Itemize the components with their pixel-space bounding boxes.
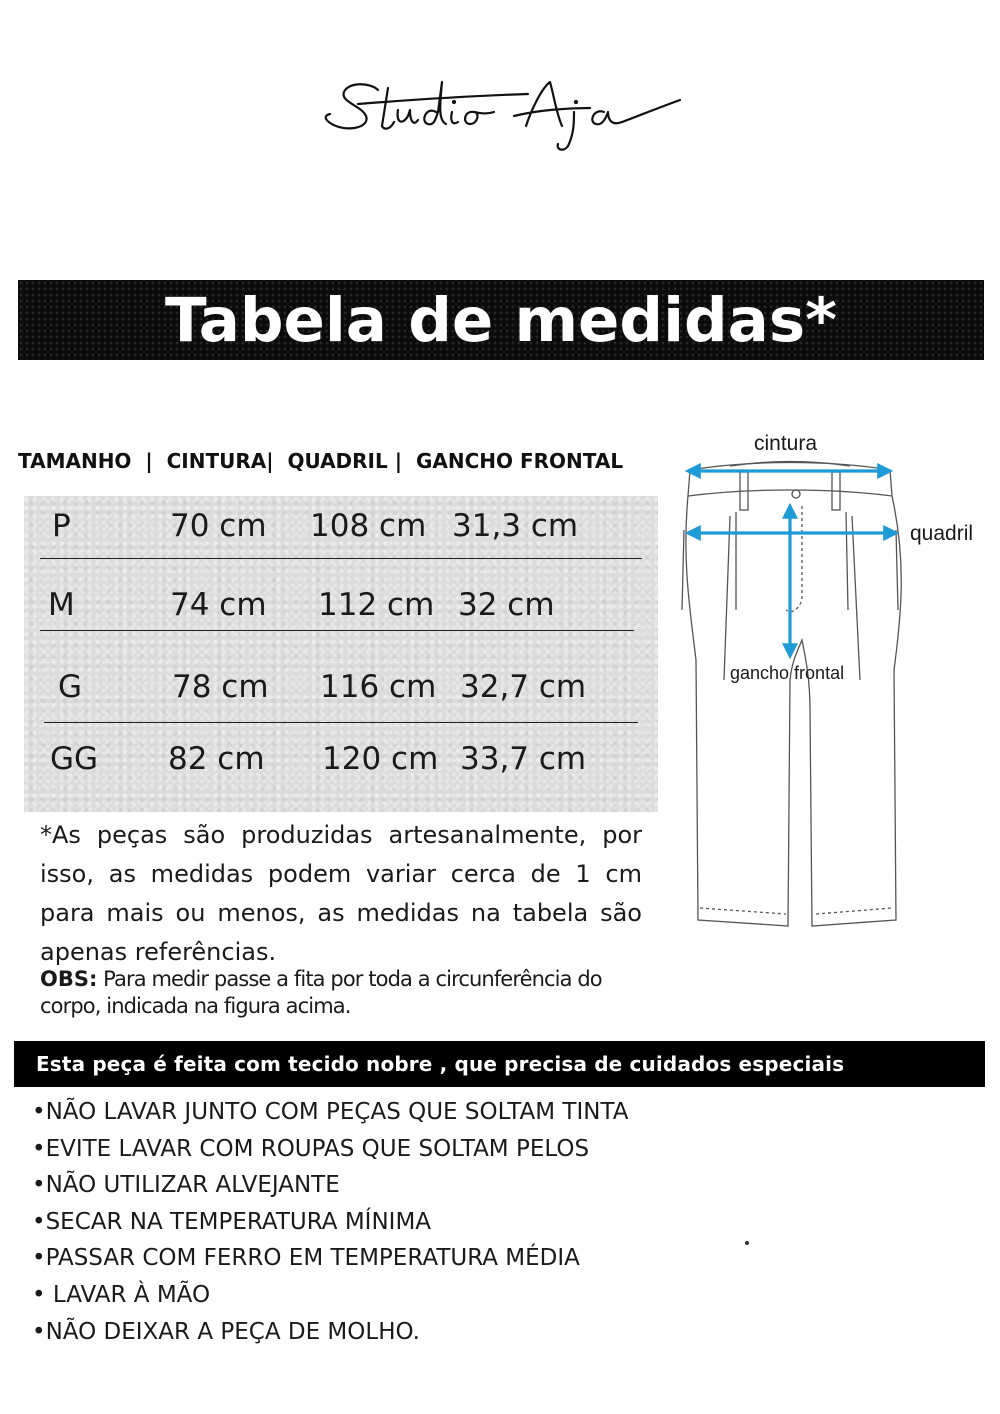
header-quadril: QUADRIL	[287, 449, 388, 473]
list-item: •SECAR NA TEMPERATURA MÍNIMA	[32, 1208, 432, 1235]
row-divider	[40, 558, 642, 559]
table-row	[24, 669, 658, 719]
list-item: •NÃO UTILIZAR ALVEJANTE	[32, 1172, 340, 1199]
obs-text: Para medir passe a fita por toda a circunferência do corpo, indicada na figura acima.	[40, 967, 602, 1018]
cell-quadril: 120 cm	[322, 741, 439, 777]
header-cintura: CINTURA	[166, 449, 267, 473]
header-tamanho: TAMANHO	[18, 449, 132, 473]
row-divider	[40, 630, 634, 631]
cell-size: GG	[50, 741, 99, 777]
row-divider	[44, 722, 638, 723]
cell-quadril: 112 cm	[318, 587, 435, 623]
title-banner	[18, 280, 984, 360]
disclaimer-note: *As peças são produzidas artesanalmente, por isso, as medidas podem variar cerca de 1 cm para mais ou menos, as medidas na tabela são apenas referências.	[40, 821, 642, 966]
size-table	[24, 496, 658, 812]
label-gancho: gancho frontal	[730, 663, 845, 683]
stray-dot	[745, 1241, 749, 1245]
header-gancho: GANCHO FRONTAL	[415, 449, 624, 473]
cell-gancho: 32,7 cm	[460, 669, 587, 705]
pants-diagram	[670, 420, 1000, 950]
cell-cintura: 78 cm	[172, 669, 269, 705]
cell-quadril: 116 cm	[320, 669, 437, 705]
list-item: • LAVAR À MÃO	[32, 1281, 211, 1308]
cell-gancho: 33,7 cm	[460, 741, 587, 777]
obs-label: OBS:	[40, 967, 98, 991]
table-header: TAMANHO | CINTURA| QUADRIL | GANCHO FRONTAL	[18, 449, 624, 473]
cell-quadril: 108 cm	[310, 508, 427, 544]
care-list	[32, 1094, 792, 1350]
list-item: •PASSAR COM FERRO EM TEMPERATURA MÉDIA	[32, 1245, 580, 1272]
cell-size: P	[52, 508, 71, 544]
cell-size: G	[58, 669, 83, 705]
brand-logo	[318, 60, 686, 160]
list-item: •NÃO DEIXAR A PEÇA DE MOLHO.	[32, 1318, 420, 1345]
care-banner-text: Esta peça é feita com tecido nobre , que precisa de cuidados especiais	[36, 1052, 845, 1076]
table-row	[24, 741, 658, 791]
page-title: Tabela de medidas*	[164, 284, 838, 356]
cell-gancho: 32 cm	[458, 587, 555, 623]
care-banner	[14, 1041, 985, 1087]
cell-gancho: 31,3 cm	[452, 508, 579, 544]
cell-size: M	[48, 587, 75, 623]
label-quadril: quadril	[910, 522, 974, 545]
cell-cintura: 70 cm	[170, 508, 267, 544]
list-item: •NÃO LAVAR JUNTO COM PEÇAS QUE SOLTAM TINTA	[32, 1099, 629, 1125]
label-cintura: cintura	[754, 432, 818, 455]
cell-cintura: 74 cm	[170, 587, 267, 623]
obs-note	[40, 966, 660, 1020]
list-item: •EVITE LAVAR COM ROUPAS QUE SOLTAM PELOS	[32, 1135, 590, 1162]
table-row	[24, 508, 658, 558]
cell-cintura: 82 cm	[168, 741, 265, 777]
